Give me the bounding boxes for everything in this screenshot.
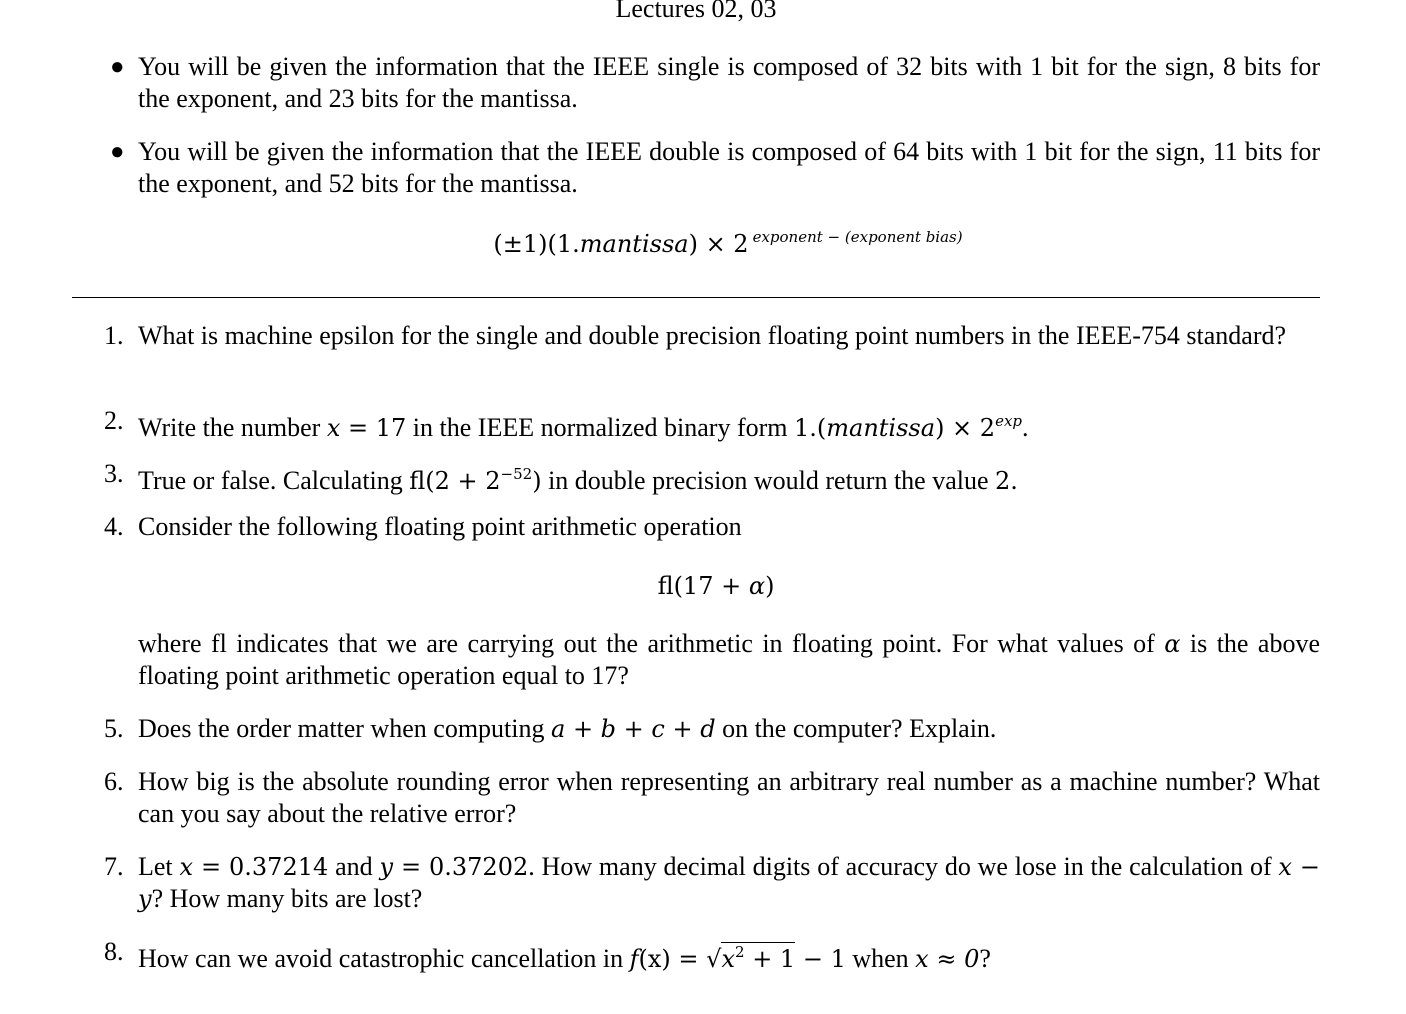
math-f: f [629,945,639,973]
bullet-text: You will be given the information that the IEEE double is composed of 64 bits with 1 bit for the sign, 11 bits for the exponent, and 52 bits for the mantissa. [138,137,1320,198]
math-value: = 0.37214 [193,853,329,881]
math-fx: (x) = [638,945,707,973]
question-8 [104,936,1320,975]
question-1 [104,320,1320,352]
bullet-text: You will be given the information that the IEEE single is composed of 32 bits with 1 bit for the sign, 8 bits for the exponent, and 23 bits for the mantissa. [138,52,1320,113]
math-plus: + 1 [744,945,796,973]
formula-times: ) × 2 [688,230,749,258]
formula-base: (±1)(1. [493,230,580,258]
question-number: 5. [104,714,124,743]
question-number: 3. [104,459,124,488]
bullet-ieee-double [110,136,1320,200]
math-var-x: x [721,945,736,973]
question-text: Write the number [138,413,327,442]
math-value: 2. [995,467,1018,495]
question-number: 7. [104,852,124,881]
question-number: 2. [104,406,124,435]
math-alpha: α [1164,630,1181,658]
math-times: ) × 2 [935,414,996,442]
math-exp: 2 [735,943,745,961]
question-5 [104,713,1320,745]
math-expr: x − y [138,853,1321,913]
question-text: How big is the absolute rounding error when representing an arbitrary real number as a machine number? What can you say about the relative error? [138,767,1320,828]
question-text: What is machine epsilon for the single and double precision floating point numbers in the IEEE-754 standard? [138,321,1287,350]
question-text: in the IEEE normalized binary form [406,413,794,442]
math-fl: fl(2 + 2 [409,467,501,495]
question-4-continued [138,628,1320,692]
question-text: . [1022,413,1029,442]
question-text: when [845,944,916,973]
fl-formula [0,571,1406,601]
math-minus: − 1 [795,945,846,973]
math-exp: exp [995,412,1023,430]
math-alpha: α [748,572,766,600]
math-radicand [721,942,795,973]
question-text: . How many decimal digits of accuracy do we lose in the calculation of [528,852,1279,881]
math-eq: = 17 [340,414,407,442]
math-var-y: y [379,853,393,881]
formula-exponent: exponent − (exponent bias) [752,228,963,246]
math-mantissa: mantissa [826,414,936,442]
question-6 [104,766,1320,830]
question-text: is the above floating point arithmetic operation equal to 17? [138,629,1320,690]
math-cond: x ≈ 0 [915,945,980,973]
question-7 [104,851,1321,915]
question-text: where fl indicates that we are carrying out the arithmetic in floating point. For what values of [138,629,1165,658]
bullet-dot-icon: ● [110,139,125,165]
question-text: ? How many bits are lost? [151,884,423,913]
math-value: = 0.37202 [393,853,529,881]
sqrt-icon: √ [706,945,722,973]
question-text: Consider the following floating point arithmetic operation [138,512,742,541]
question-number: 6. [104,767,124,796]
question-3 [104,458,1320,497]
question-number: 8. [104,937,124,966]
math-close: ) [532,467,542,495]
formula-mantissa: mantissa [579,230,689,258]
page-header: Lectures 02, 03 [615,0,777,23]
ieee-formula [0,228,1406,259]
section-divider [72,297,1320,298]
math-var-x: x [179,853,194,881]
math-exp: −52 [500,465,533,483]
question-2 [104,405,1320,444]
question-text: on the computer? Explain. [715,714,997,743]
question-text: How can we avoid catastrophic cancellation in [138,944,630,973]
question-text: and [328,852,380,881]
question-4 [104,511,1320,543]
bullet-ieee-single [110,51,1320,115]
question-text: Let [138,852,180,881]
math-var-x: x [326,414,341,442]
question-number: 4. [104,512,124,541]
question-text: Does the order matter when computing [138,714,551,743]
question-text: in double precision would return the value [541,466,996,495]
question-text: True or false. Calculating [138,466,410,495]
question-number: 1. [104,321,124,350]
question-text: ? [979,944,991,973]
formula-fl: fl(17 + [657,572,749,600]
bullet-dot-icon: ● [110,54,125,80]
math-form: 1.( [794,414,827,442]
formula-close: ) [765,572,775,600]
math-expr: a + b + c + d [551,715,716,743]
